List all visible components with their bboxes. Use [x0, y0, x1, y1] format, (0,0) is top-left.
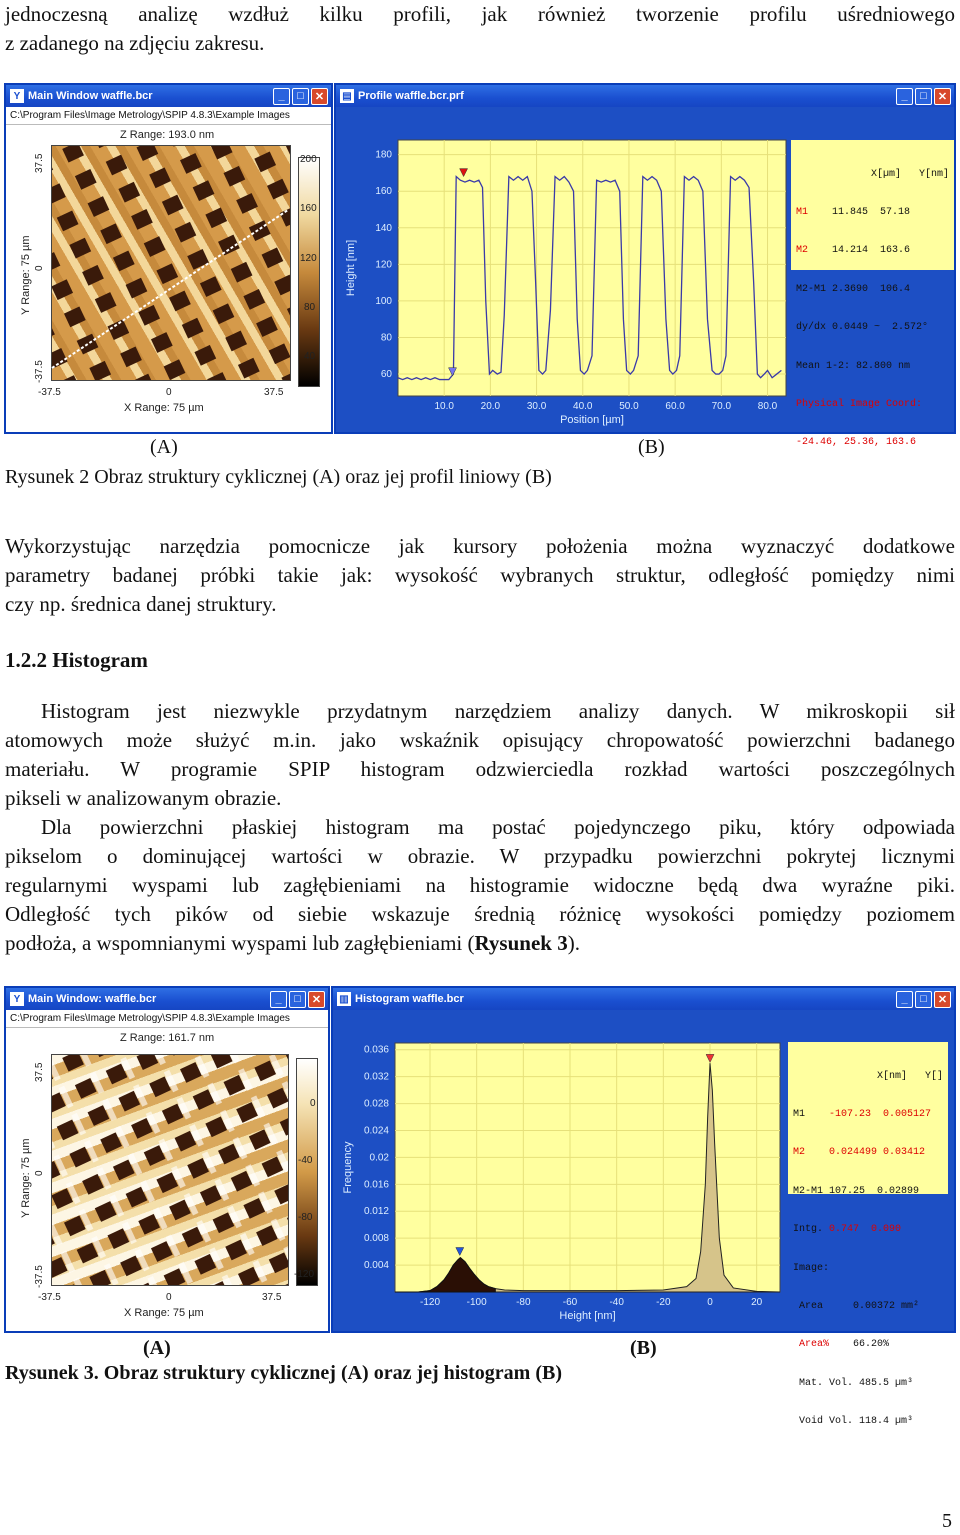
- info-row: M2-M1 107.25 0.02899: [793, 1185, 920, 1197]
- x-tick-label: 20.0: [480, 401, 501, 412]
- text-line: materiału. W programie SPIP histogram odzwierciedla rozkład wartości poszczególnych: [5, 757, 955, 781]
- text-line: parametry badanej próbki takie jak: wysokość wybranych struktur, odległość pomiędzy nimi: [5, 563, 955, 587]
- y-tick-label: 0.028: [363, 1098, 389, 1110]
- minimize-button[interactable]: _: [270, 991, 287, 1008]
- page-number: 5: [942, 1510, 952, 1532]
- x-tick-label: -60: [562, 1297, 578, 1308]
- x-tick-label: -100: [466, 1297, 487, 1308]
- figure-label-b: (B): [638, 436, 665, 458]
- colorbar-tick: -80: [298, 1212, 313, 1223]
- window-title: Main Window waffle.bcr: [28, 90, 153, 102]
- text-line: Histogram jest niezwykle przydatnym narzędziem analizy danych. W mikroskopii sił: [41, 699, 955, 723]
- minimize-button[interactable]: _: [273, 88, 290, 105]
- profile-window: [334, 83, 956, 449]
- figure-label-a: (A): [150, 436, 178, 458]
- info-image-label: Image:: [793, 1262, 830, 1274]
- y-tick-label: 180: [375, 149, 392, 161]
- maximize-button[interactable]: □: [292, 88, 309, 105]
- x-tick: 37.5: [264, 387, 284, 398]
- path-bar: C:\Program Files\Image Metrology\SPIP 4.8.3\Example Images: [6, 1010, 328, 1028]
- figure-label-a: (A): [143, 1337, 171, 1359]
- x-axis-label: Height [nm]: [559, 1310, 616, 1322]
- colorbar-tick: 200: [300, 154, 317, 165]
- x-tick-label: 10.0: [434, 401, 454, 412]
- z-range-label: Z Range: 193.0 nm: [120, 129, 215, 141]
- y-tick-label: 0.032: [363, 1071, 389, 1083]
- x-tick-label: 20: [751, 1297, 763, 1308]
- info-row: M1 -107.23 0.005127: [793, 1108, 932, 1120]
- profile-window-titlebar: [336, 85, 954, 107]
- info-coord-value: -24.46, 25.36, 163.6: [796, 437, 917, 449]
- x-tick-label: -120: [419, 1297, 441, 1308]
- y-tick-label: 80: [380, 332, 392, 344]
- colorbar: [296, 1058, 318, 1286]
- main-window-titlebar: [6, 988, 328, 1010]
- text-line: pikselom o dominującej wartości w obrazie. W przypadku powierzchni pokrytej licznymi: [5, 844, 955, 868]
- maximize-button[interactable]: □: [289, 991, 306, 1008]
- x-tick: -37.5: [38, 387, 61, 398]
- afm-pattern: [52, 1055, 288, 1285]
- info-row: M2-M1 2.3690 106.4: [796, 283, 911, 295]
- y-tick: 0: [34, 1170, 45, 1176]
- y-tick-label: 0.02: [369, 1152, 389, 1164]
- info-row: Mean 1-2: 82.800 nm: [796, 360, 911, 372]
- info-row: M1 11.845 57.18: [796, 206, 911, 218]
- window-title: Main Window: waffle.bcr: [28, 993, 157, 1005]
- y-tick-label: 0.036: [363, 1044, 389, 1056]
- info-row: M2 14.214 163.6: [796, 245, 911, 257]
- intro-paragraph: [5, 0, 955, 58]
- section-heading: 1.2.2 Histogram: [5, 648, 148, 672]
- app-icon: Y: [10, 992, 24, 1006]
- text-line: podłoża, a wspomnianymi wyspami lub zagłębieniami (Rysunek 3).: [5, 931, 580, 955]
- histogram-icon: ▥: [337, 992, 351, 1006]
- colorbar-tick: 160: [300, 203, 317, 214]
- info-row: Mat. Vol. 485.5 µm³: [799, 1377, 914, 1389]
- profile-plot-area: [336, 107, 954, 449]
- histogram-plot-area: [333, 1010, 954, 1428]
- maximize-button[interactable]: □: [915, 88, 932, 105]
- app-icon: Y: [10, 89, 24, 103]
- main-window-fig2: [4, 83, 333, 434]
- histogram-window-titlebar: [333, 988, 954, 1010]
- close-button[interactable]: ✕: [308, 991, 325, 1008]
- y-axis-label: Height [nm]: [345, 239, 357, 297]
- close-button[interactable]: ✕: [934, 88, 951, 105]
- text-line: Wykorzystując narzędzia pomocnicze jak kursory położenia można wyznaczyć dodatkowe: [5, 534, 955, 558]
- text-line: regularnymi wyspami lub zagłębieniami na histogramie widoczne będą dwa wyraźne piki.: [5, 873, 955, 897]
- z-range-label: Z Range: 161.7 nm: [120, 1032, 215, 1044]
- info-row: dy/dx 0.0449 ~ 2.572°: [796, 322, 929, 334]
- text-line: pikseli w analizowanym obrazie.: [5, 786, 282, 810]
- x-tick: 0: [166, 1292, 172, 1303]
- y-tick: 37.5: [34, 153, 45, 173]
- info-row: Void Vol. 118.4 µm³: [799, 1416, 914, 1428]
- y-tick-label: 0.016: [363, 1179, 389, 1191]
- y-tick-label: 0.008: [363, 1233, 389, 1245]
- x-range-label: X Range: 75 µm: [124, 1307, 204, 1319]
- figure-label-b: (B): [630, 1337, 657, 1359]
- info-header: X[nm] Y[]: [876, 1070, 943, 1082]
- histogram-window: [331, 986, 956, 1428]
- text-line: czy np. średnica danej struktury.: [5, 592, 277, 616]
- x-tick-label: 0: [707, 1297, 713, 1308]
- x-axis-label: Position [µm]: [560, 414, 624, 426]
- window-title: Histogram waffle.bcr: [355, 993, 464, 1005]
- colorbar-tick: 120: [300, 253, 317, 264]
- x-range-label: X Range: 75 µm: [124, 402, 204, 414]
- x-tick-label: 60.0: [665, 401, 685, 412]
- y-tick-label: 100: [375, 295, 392, 307]
- y-tick: -37.5: [34, 1265, 45, 1288]
- minimize-button[interactable]: _: [896, 991, 913, 1008]
- x-tick-label: 50.0: [619, 401, 639, 412]
- x-tick-label: 40.0: [573, 401, 593, 412]
- histogram-info-panel: [788, 1042, 948, 1428]
- x-tick-label: 80.0: [757, 401, 778, 412]
- afm-pattern: [52, 146, 290, 380]
- afm-image[interactable]: [51, 145, 291, 381]
- y-tick-label: 160: [375, 186, 392, 198]
- y-tick: -37.5: [34, 360, 45, 383]
- text-line: z zadanego na zdjęciu zakresu.: [5, 31, 265, 55]
- y-tick: 37.5: [34, 1062, 45, 1082]
- y-tick-label: 120: [375, 259, 392, 271]
- paragraph: [5, 532, 955, 619]
- y-tick-label: 0.012: [363, 1206, 389, 1218]
- y-tick-label: 0.024: [363, 1125, 389, 1137]
- y-tick-label: 0.004: [363, 1260, 389, 1272]
- x-tick: 37.5: [262, 1292, 282, 1303]
- paragraph: [5, 813, 955, 958]
- colorbar-tick: -40: [298, 1155, 313, 1166]
- paragraph: [5, 697, 955, 813]
- x-tick-label: 30.0: [526, 401, 547, 412]
- x-tick-label: -40: [609, 1297, 624, 1308]
- chart-icon: ▤: [340, 89, 354, 103]
- profile-info-panel: [791, 140, 954, 449]
- maximize-button[interactable]: □: [915, 991, 932, 1008]
- main-window-fig3: [4, 986, 330, 1333]
- x-tick-label: 70.0: [711, 401, 732, 412]
- x-tick-label: -20: [656, 1297, 671, 1308]
- y-tick-label: 60: [380, 369, 392, 381]
- info-row: M2 0.024499 0.03412: [793, 1147, 926, 1159]
- colorbar-tick: 0: [310, 1098, 316, 1109]
- image-panel: [6, 125, 331, 432]
- y-tick-label: 140: [375, 222, 392, 234]
- colorbar-tick: 80: [304, 302, 316, 313]
- x-tick-label: -80: [516, 1297, 531, 1308]
- figure-caption: Rysunek 2 Obraz struktury cyklicznej (A) oraz jej profil liniowy (B): [5, 466, 552, 488]
- y-range-label: Y Range: 75 µm: [20, 1138, 32, 1218]
- info-coord-label: Physical Image Coord:: [796, 398, 923, 410]
- colorbar-tick: 40: [304, 351, 316, 362]
- x-tick: -37.5: [38, 1292, 61, 1303]
- figure-caption: Rysunek 3. Obraz struktury cyklicznej (A) oraz jej histogram (B): [5, 1362, 562, 1384]
- plot-background: [395, 1043, 780, 1292]
- y-tick: 0: [34, 265, 45, 271]
- info-header: X[µm] Y[nm]: [870, 168, 949, 180]
- info-row: Area% 66.20%: [799, 1339, 890, 1351]
- image-panel: [6, 1028, 328, 1331]
- x-tick: 0: [166, 387, 172, 398]
- info-row: Area 0.00372 mm²: [799, 1300, 920, 1312]
- info-row: Intg. 0.747 0.090: [793, 1224, 902, 1236]
- figure-reference: Rysunek 3: [474, 931, 568, 955]
- y-range-label: Y Range: 75 µm: [20, 235, 32, 315]
- window-title: Profile waffle.bcr.prf: [358, 90, 464, 102]
- afm-image[interactable]: [51, 1054, 289, 1286]
- minimize-button[interactable]: _: [896, 88, 913, 105]
- text-line: atomowych może służyć m.in. jako wskaźnik opisujący chropowatość powierzchni badanego: [5, 728, 955, 752]
- y-axis-label: Frequency: [342, 1141, 354, 1194]
- text-line: Dla powierzchni płaskiej histogram ma postać pojedynczego piku, który odpowiada: [41, 815, 955, 839]
- path-bar: C:\Program Files\Image Metrology\SPIP 4.8.3\Example Images: [6, 107, 331, 125]
- main-window-titlebar: [6, 85, 331, 107]
- colorbar-tick: -120: [294, 1269, 315, 1280]
- text-line: jednoczesną analizę wzdłuż kilku profili, jak również tworzenie profilu uśredniowego: [5, 2, 955, 26]
- close-button[interactable]: ✕: [311, 88, 328, 105]
- close-button[interactable]: ✕: [934, 991, 951, 1008]
- text-line: Odległość tych pików od siebie wskazuje średnią różnicę wysokości pomiędzy poziomem: [5, 902, 955, 926]
